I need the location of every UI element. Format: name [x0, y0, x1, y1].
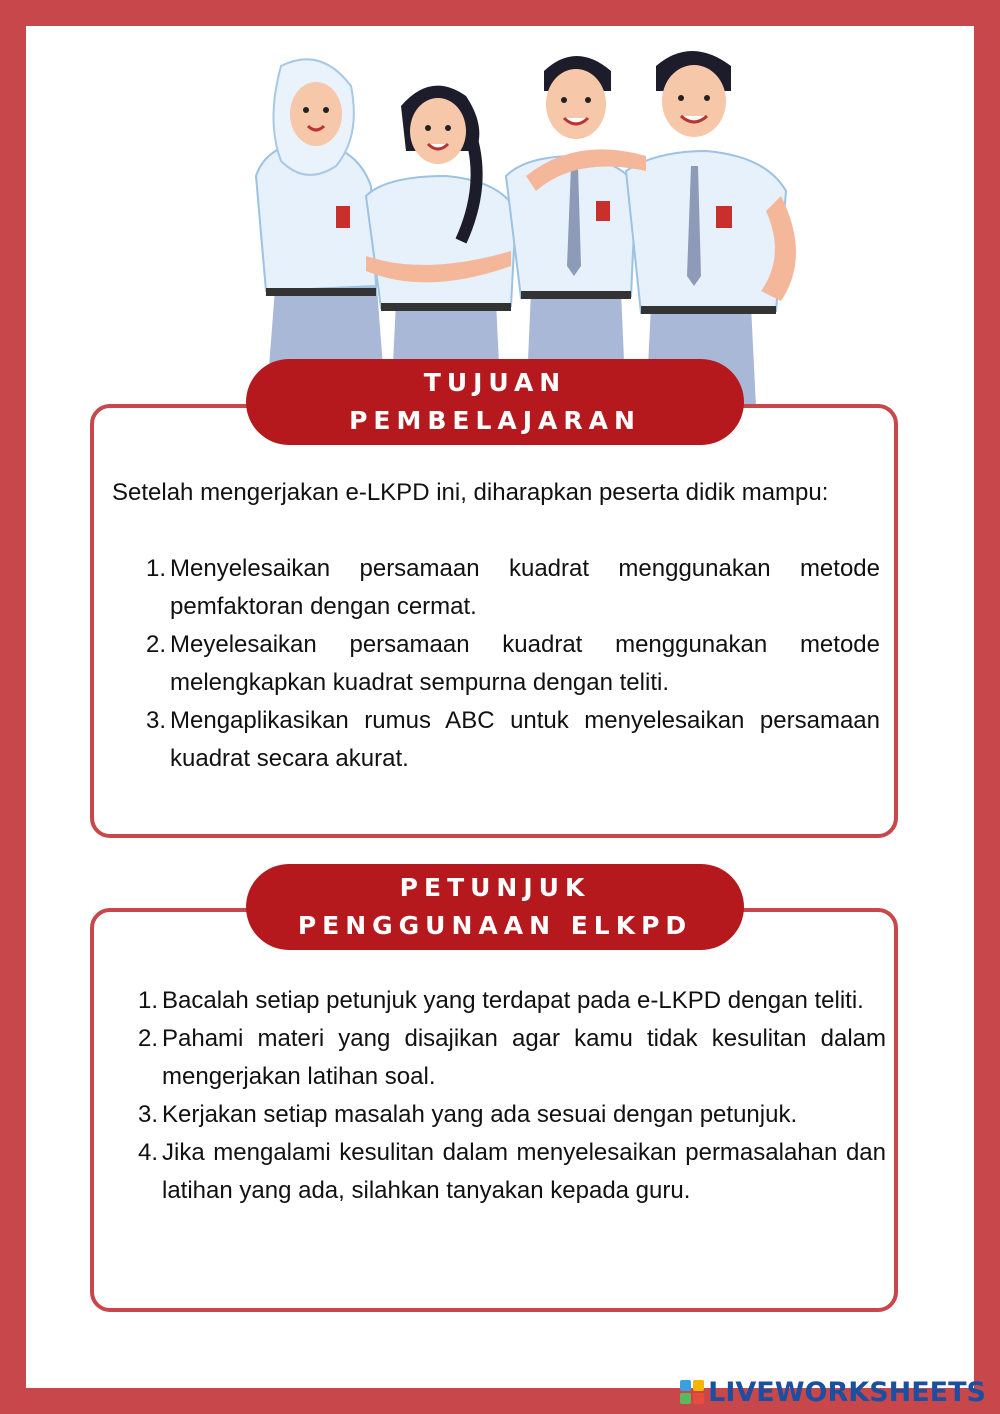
list-item-text: Meyelesaikan persamaan kuadrat menggunakan metode melengkapkan kuadrat sempurna dengan teliti.	[170, 631, 880, 696]
list-item-number: 2.	[145, 631, 166, 658]
list-item	[124, 982, 886, 1020]
list-item-number: 2.	[137, 1025, 158, 1052]
liveworksheets-logo-icon	[680, 1380, 704, 1404]
list-item	[132, 702, 880, 778]
list-item-number: 1.	[137, 987, 158, 1014]
student-hijab-figure	[256, 59, 386, 406]
list-item-text: Pahami materi yang disajikan agar kamu tidak kesulitan dalam mengerjakan latihan soal.	[162, 1025, 886, 1090]
liveworksheets-logo[interactable]	[680, 1374, 986, 1410]
list-item-number: 3.	[137, 1101, 158, 1128]
list-item-number: 4.	[137, 1139, 158, 1166]
instructions-list	[124, 982, 886, 1210]
objectives-list	[132, 550, 880, 778]
list-item	[132, 550, 880, 626]
list-item	[124, 1134, 886, 1210]
list-item-number: 1.	[145, 555, 166, 582]
student-boy-figure	[506, 56, 636, 406]
list-item-number: 3.	[145, 707, 166, 734]
list-item-text: Mengaplikasikan rumus ABC untuk menyelesaikan persamaan kuadrat secara akurat.	[170, 707, 880, 772]
worksheet-page	[26, 26, 974, 1388]
list-item-text: Menyelesaikan persamaan kuadrat menggunakan metode pemfaktoran dengan cermat.	[170, 555, 880, 620]
student-girl-figure	[366, 86, 516, 406]
list-item-text: Kerjakan setiap masalah yang ada sesuai dengan petunjuk.	[162, 1101, 798, 1128]
banner-title-line1: PETUNJUK	[399, 873, 591, 902]
banner-title-line2: PENGGUNAAN ELKPD	[297, 911, 693, 940]
learning-objectives-banner	[246, 359, 744, 445]
list-item-text: Jika mengalami kesulitan dalam menyelesaikan permasalahan dan latihan yang ada, silahkan tanyakan kepada guru.	[162, 1139, 886, 1204]
liveworksheets-logo-text: LIVEWORKSHEETS	[708, 1376, 986, 1408]
usage-instructions-banner	[246, 864, 744, 950]
list-item	[132, 626, 880, 702]
banner-title-line2: PEMBELAJARAN	[349, 406, 641, 435]
list-item	[124, 1096, 886, 1134]
objectives-intro: Setelah mengerjakan e-LKPD ini, diharapkan peserta didik mampu:	[112, 479, 829, 506]
list-item-text: Bacalah setiap petunjuk yang terdapat pada e-LKPD dengan teliti.	[162, 987, 864, 1014]
list-item	[124, 1020, 886, 1096]
banner-title-line1: TUJUAN	[423, 368, 567, 397]
